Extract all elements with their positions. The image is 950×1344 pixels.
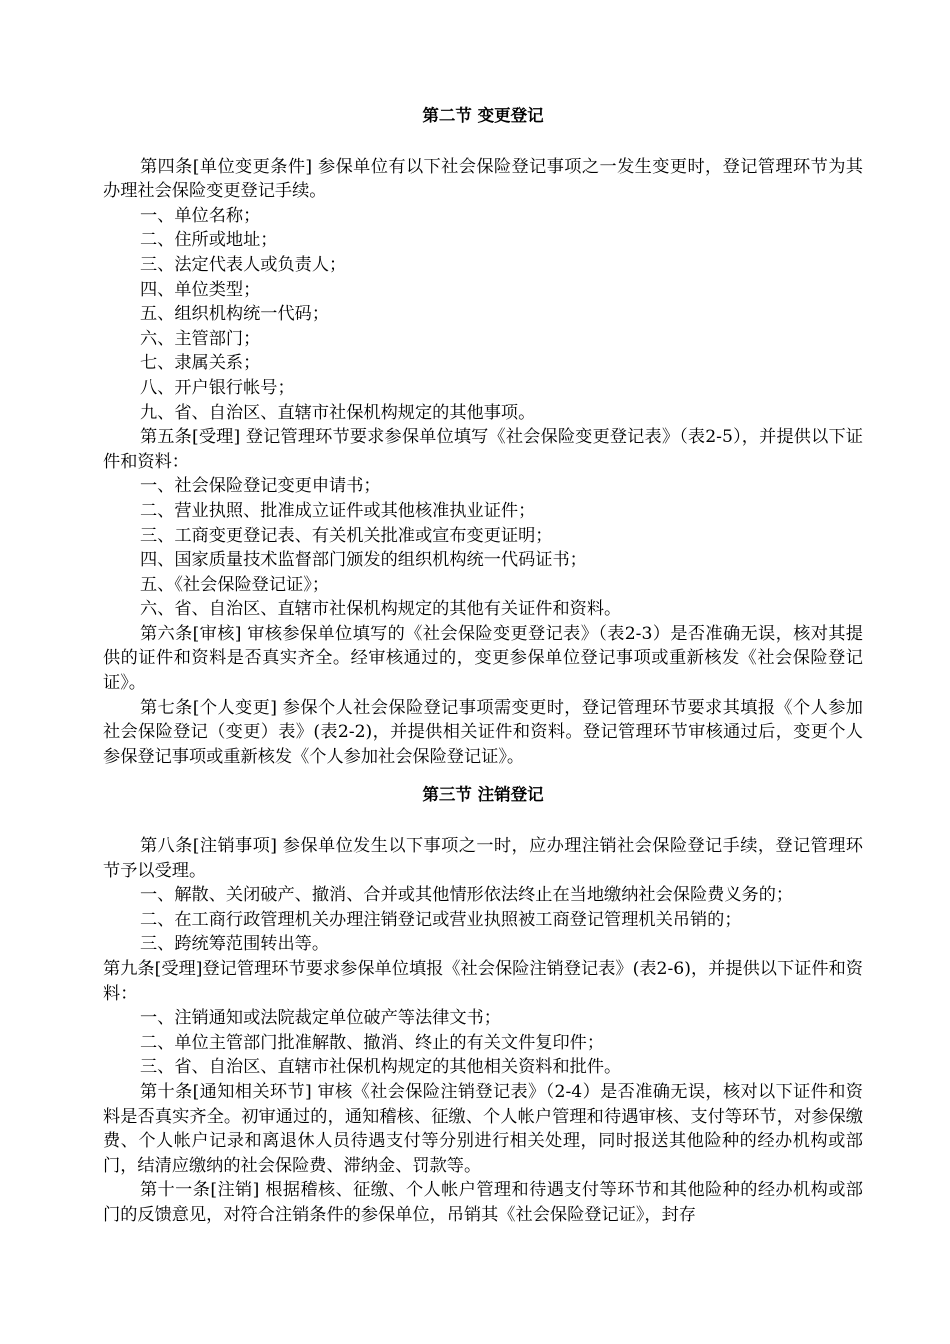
section3-body bbox=[103, 834, 863, 1228]
list-item: 一、单位名称； bbox=[139, 205, 261, 226]
list-item: 一、社会保险登记变更申请书； bbox=[139, 476, 381, 497]
list-item: 二、住所或地址； bbox=[139, 230, 278, 251]
list-item: 三、跨统筹范围转出等。 bbox=[139, 934, 330, 955]
section-heading-cancel-registration: 第三节 注销登记 bbox=[422, 785, 544, 805]
list-item: 四、国家质量技术监督部门颁发的组织机构统一代码证书； bbox=[139, 550, 587, 571]
paragraph: 第十一条[注销] 根据稽核、征缴、个人帐户管理和待遇支付等环节和其他险种的经办机构或部门的反馈意见，对符合注销条件的参保单位，吊销其《社会保险登记证》，封存 bbox=[103, 1180, 863, 1225]
list-item: 六、主管部门； bbox=[139, 328, 261, 349]
list-item: 八、开户银行帐号； bbox=[139, 377, 295, 398]
list-item: 二、在工商行政管理机关办理注销登记或营业执照被工商登记管理机关吊销的； bbox=[139, 909, 742, 930]
list-item: 四、单位类型； bbox=[139, 279, 261, 300]
section2-body bbox=[103, 155, 863, 770]
list-item: 三、省、自治区、直辖市社保机构规定的其他相关资料和批件。 bbox=[139, 1057, 622, 1078]
paragraph: 第九条[受理]登记管理环节要求参保单位填报《社会保险注销登记表》(表2-6)，并提供以下证件和资料： bbox=[103, 959, 863, 1004]
paragraph: 第八条[注销事项] 参保单位发生以下事项之一时，应办理注销社会保险登记手续，登记管理环节予以受理。 bbox=[103, 836, 863, 881]
list-item: 五、《社会保险登记证》； bbox=[139, 574, 330, 595]
list-item: 二、单位主管部门批准解散、撤消、终止的有关文件复印件； bbox=[139, 1032, 605, 1053]
list-item: 一、注销通知或法院裁定单位破产等法律文书； bbox=[139, 1008, 501, 1029]
paragraph: 第七条[个人变更] 参保个人社会保险登记事项需变更时，登记管理环节要求其填报《个人参加社会保险登记（变更）表》(表2-2)，并提供相关证件和资料。登记管理环节审核通过后，变更个人参保登记事项或重新核发《个人参加社会保险登记证》。 bbox=[103, 697, 863, 767]
list-item: 二、营业执照、批准成立证件或其他核准执业证件； bbox=[139, 500, 536, 521]
list-item: 七、隶属关系； bbox=[139, 353, 261, 374]
section-heading-change-registration: 第二节 变更登记 bbox=[422, 106, 544, 125]
document-page bbox=[103, 104, 863, 1228]
list-item: 三、法定代表人或负责人； bbox=[139, 254, 347, 275]
paragraph: 第六条[审核] 审核参保单位填写的《社会保险变更登记表》（表2-3）是否准确无误，核对其提供的证件和资料是否真实齐全。经审核通过的，变更参保单位登记事项或重新核发《社会保险登记证》。 bbox=[103, 623, 863, 694]
paragraph: 第十条[通知相关环节] 审核《社会保险注销登记表》（2-4）是否准确无误，核对以下证件和资料是否真实齐全。初审通过的，通知稽核、征缴、个人帐户管理和待遇审核、支付等环节，对参保缴费、个人帐户记录和离退休人员待遇支付等分别进行相关处理，同时报送其他险种的经办机构或部门，结清应缴纳的社会保险费、滞纳金、罚款等。 bbox=[103, 1081, 863, 1176]
paragraph: 第四条[单位变更条件] 参保单位有以下社会保险登记事项之一发生变更时，登记管理环节为其办理社会保险变更登记手续。 bbox=[103, 156, 863, 202]
list-item: 九、省、自治区、直辖市社保机构规定的其他事项。 bbox=[139, 402, 536, 423]
list-item: 五、组织机构统一代码； bbox=[139, 304, 330, 325]
list-item: 一、解散、关闭破产、撤消、合并或其他情形依法终止在当地缴纳社会保险费义务的； bbox=[139, 885, 794, 906]
list-item: 三、工商变更登记表、有关机关批准或宣布变更证明； bbox=[139, 525, 553, 546]
list-item: 六、省、自治区、直辖市社保机构规定的其他有关证件和资料。 bbox=[139, 599, 622, 620]
paragraph: 第五条[受理] 登记管理环节要求参保单位填写《社会保险变更登记表》（表2-5），并提供以下证件和资料： bbox=[103, 427, 863, 472]
